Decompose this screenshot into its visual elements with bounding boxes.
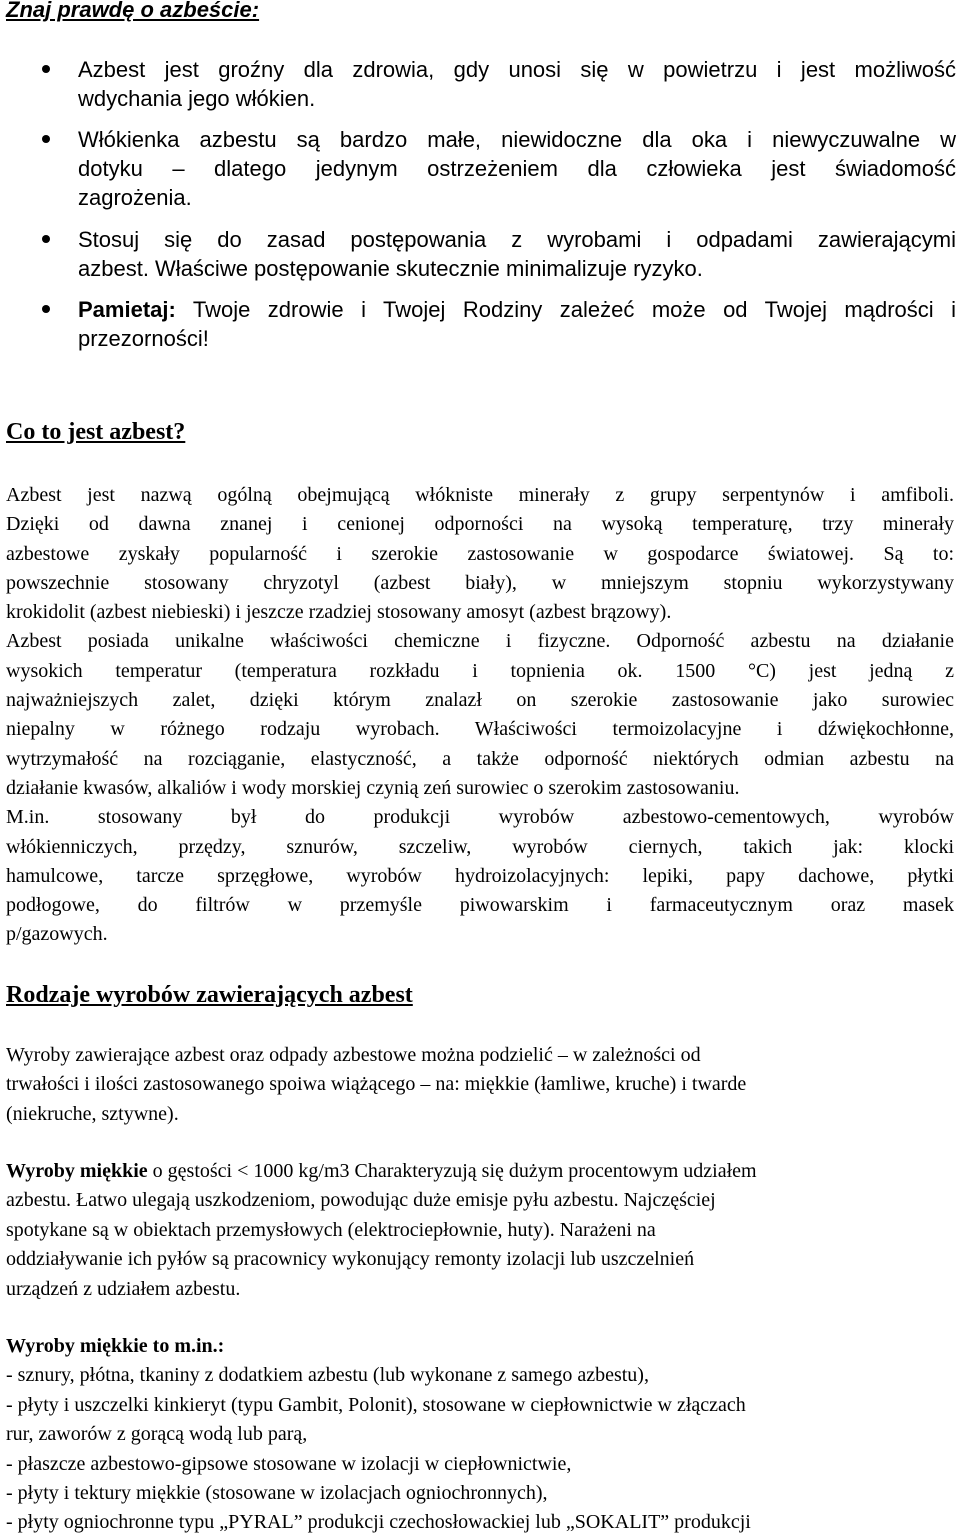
page-title: Znaj prawdę o azbeście: — [6, 0, 260, 22]
text-line: Wyroby zawierające azbest oraz odpady azbestowe można podzielić – w zależności od — [6, 1044, 701, 1066]
soft-products-list — [6, 1332, 954, 1538]
text-line: p/gazowych. — [6, 923, 108, 946]
bullet-item-rules — [0, 225, 960, 283]
soft-products-text: o gęstości < 1000 kg/m3 Charakteryzują się dużym procentowym udziałem — [147, 1160, 757, 1182]
text-line: Dzięki od dawna znanej i cenionej odporności na wysoką temperaturę, trzy minerały — [6, 513, 954, 536]
text-line: trwałości i ilości zastosowanego spoiwa wiążącego – na: miękkie (łamliwe, kruche) i twarde — [6, 1073, 747, 1096]
bullet-line: Stosuj się do zasad postępowania z wyrobami i odpadami zawierającymi — [78, 227, 956, 252]
text-line: M.in. stosowany był do produkcji wyrobów azbestowo-cementowych, wyrobów — [6, 806, 954, 829]
text-line: Azbest posiada unikalne właściwości chemiczne i fizyczne. Odporność azbestu na działanie — [6, 630, 954, 653]
text-line: hamulcowe, tarcze sprzęgłowe, wyrobów hydroizolacyjnych: lepiki, papy dachowe, płytki — [6, 864, 954, 887]
bullet-item-airborne — [0, 55, 960, 113]
bullet-line: azbest. Właściwe postępowanie skutecznie minimalizuje ryzyko. — [78, 256, 703, 281]
section-heading-product-types: Rodzaje wyrobów zawierających azbest — [6, 982, 413, 1008]
soft-products-paragraph — [6, 1157, 954, 1304]
remember-text: Twoje zdrowie i Twojej Rodziny zależeć może od Twojej mądrości i — [175, 297, 956, 322]
bullet-line: wdychania jego włókien. — [78, 86, 316, 111]
text-line: najważniejszych zalet, dzięki którym znalazł on szerokie zastosowanie jako surowiec — [6, 689, 954, 712]
bullet-dot — [42, 235, 50, 243]
what-is-asbestos-paragraph — [6, 481, 954, 950]
text-line: spotykane są w obiektach przemysłowych (elektrociepłownie, huty). Narażeni na — [6, 1218, 656, 1241]
list-item: - płaszcze azbestowo-gipsowe stosowane w izolacji w ciepłownictwie, — [6, 1452, 572, 1475]
list-item: - sznury, płótna, tkaniny z dodatkiem azbestu (lub wykonane z samego azbestu), — [6, 1364, 649, 1387]
text-line: wysokich temperatur (temperatura rozkładu i topnienia ok. 1500 °C) jest jedną z — [6, 659, 954, 682]
list-item: rur, zaworów z gorącą wodą lub parą, — [6, 1423, 308, 1446]
text-line: wytrzymałość na rozciąganie, elastyczność, a także odporność niektórych odmian azbestu na — [6, 747, 954, 770]
text-line: azbestu. Łatwo ulegają uszkodzeniom, powodując duże emisje pyłu azbestu. Najczęściej — [6, 1189, 716, 1212]
bullet-line — [78, 295, 956, 324]
text-line: oddziaływanie ich pyłów są pracownicy wykonujący remonty izolacji lub uszczelnień — [6, 1248, 695, 1271]
product-types-intro-paragraph — [6, 1041, 954, 1129]
bullet-dot — [42, 305, 50, 313]
bullet-line: Azbest jest groźny dla zdrowia, gdy unosi się w powietrzu i jest możliwość — [78, 57, 956, 82]
text-line: azbestowe zyskały popularność i szerokie zastosowanie w gospodarce światowej. Są to: — [6, 542, 954, 565]
bullet-dot — [42, 65, 50, 73]
text-line: podłogowe, do filtrów w przemyśle piwowarskim i farmaceutycznym oraz masek — [6, 894, 954, 917]
text-line: włókienniczych, przędzy, sznurów, szczeliw, wyrobów ciernych, takich jak: klocki — [6, 835, 954, 858]
bullet-line: Włókienka azbestu są bardzo małe, niewidoczne dla oka i niewyczuwalne w — [78, 127, 956, 152]
list-item: - płyty i tektury miękkie (stosowane w izolacjach ogniochronnych), — [6, 1481, 548, 1504]
soft-products-lead: Wyroby miękkie — [6, 1160, 148, 1182]
text-line — [6, 1157, 954, 1186]
soft-products-list-heading: Wyroby miękkie to m.in.: — [6, 1335, 225, 1357]
text-line: (niekruche, sztywne). — [6, 1102, 179, 1125]
text-line: krokidolit (azbest niebieski) i jeszcze rzadziej stosowany amosyt (azbest brązowy). — [6, 601, 672, 624]
bullet-dot — [42, 135, 50, 143]
text-line: urządzeń z udziałem azbestu. — [6, 1277, 241, 1300]
text-line: Azbest jest nazwą ogólną obejmującą włókniste minerały z grupy serpentynów i amfiboli. — [6, 484, 954, 506]
list-item: - płyty i uszczelki kinkieryt (typu Gambit, Polonit), stosowane w ciepłownictwie w złączach — [6, 1393, 746, 1416]
list-item: - płyty ogniochronne typu „PYRAL” produkcji czechosłowackiej lub „SOKALIT” produkcji — [6, 1511, 751, 1534]
bullet-line: dotyku – dlatego jedynym ostrzeżeniem dla człowieka jest świadomość — [78, 156, 956, 181]
bullet-item-remember — [0, 295, 960, 353]
text-line: działanie kwasów, alkaliów i wody morskiej czynią zeń surowiec o szerokim zastosowaniu. — [6, 776, 740, 799]
text-line: powszechnie stosowany chryzotyl (azbest biały), w mniejszym stopniu wykorzystywany — [6, 571, 954, 594]
warning-bullet-list — [0, 55, 960, 353]
bullet-line: zagrożenia. — [78, 185, 192, 210]
bullet-item-fibers — [0, 125, 960, 212]
text-line: niepalny w różnego rodzaju wyrobach. Właściwości termoizolacyjne i dźwiękochłonne, — [6, 718, 954, 741]
remember-lead: Pamietaj: — [78, 297, 176, 322]
section-heading-what-is-asbestos: Co to jest azbest? — [6, 419, 186, 445]
bullet-line: przezorności! — [78, 326, 209, 351]
